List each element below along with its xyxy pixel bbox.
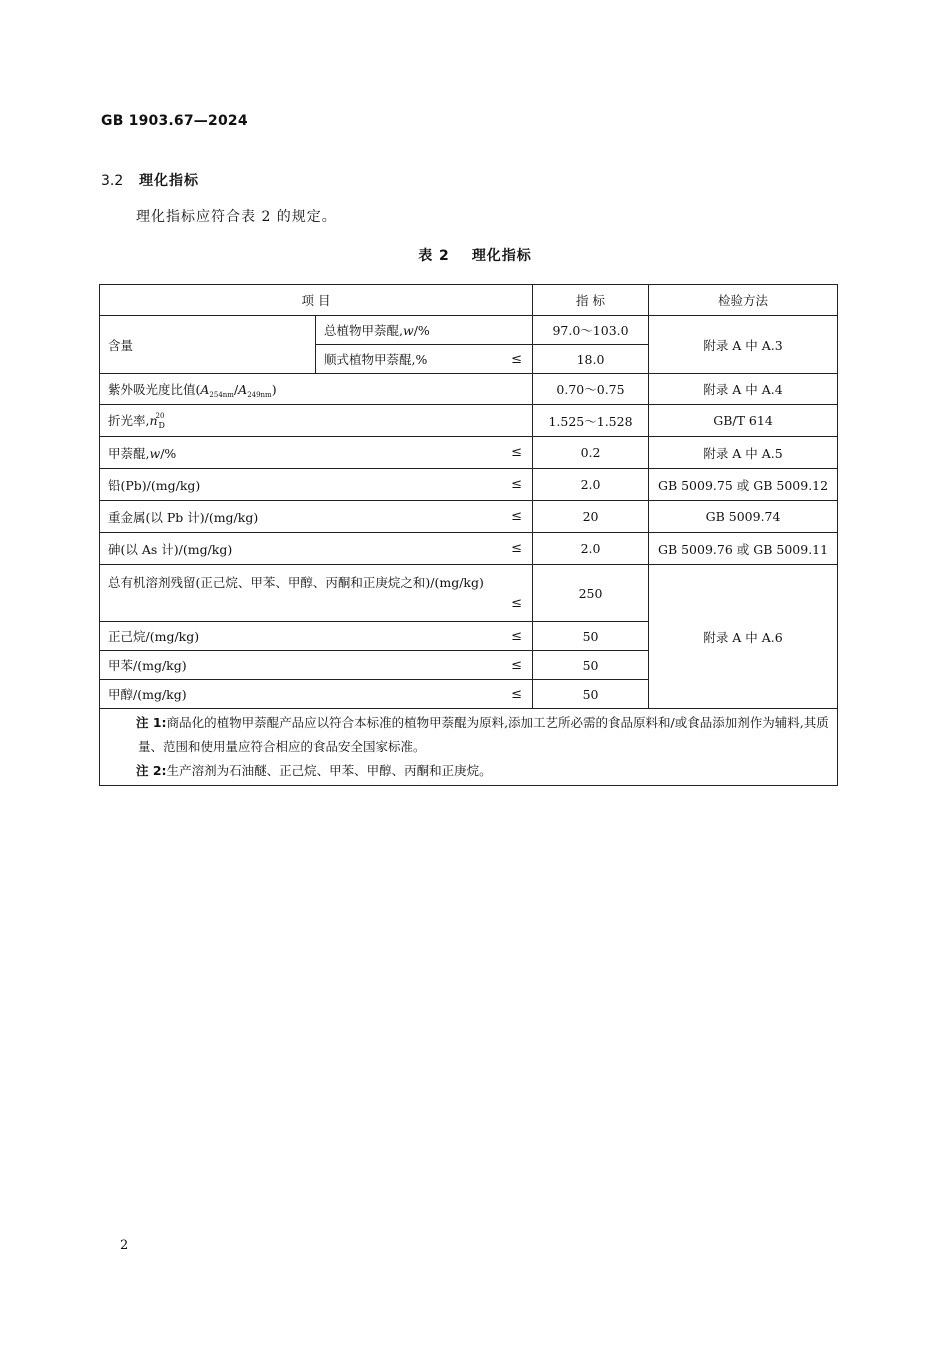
row-label: 顺式植物甲萘醌,% ≤ xyxy=(316,345,533,374)
row-value: 250 xyxy=(533,565,649,622)
table-header-row xyxy=(100,285,838,316)
le-symbol: ≤ xyxy=(511,445,523,460)
row-value: 50 xyxy=(533,651,649,680)
table-row xyxy=(100,533,838,565)
table-caption xyxy=(0,245,950,265)
row-label: 甲苯/(mg/kg) ≤ xyxy=(100,651,533,680)
table-notes-row xyxy=(100,709,838,786)
section-number: 3.2 xyxy=(101,173,124,189)
section-heading xyxy=(101,170,199,190)
header-item: 项 目 xyxy=(100,285,533,316)
row-method: GB 5009.74 xyxy=(649,501,838,533)
row-value: 20 xyxy=(533,501,649,533)
le-symbol: ≤ xyxy=(511,628,523,644)
content-group-label: 含量 xyxy=(100,316,316,374)
le-symbol: ≤ xyxy=(511,509,523,524)
row-label: 折光率$,n^{20}_D$ xyxy=(100,405,533,437)
le-symbol: ≤ xyxy=(511,686,523,702)
row-method: 附录 A 中 A.3 xyxy=(649,316,838,374)
row-label: 总有机溶剂残留(正己烷、甲苯、甲醇、丙酮和正庚烷之和)/(mg/kg) ≤ xyxy=(100,565,533,622)
note-2: 注 2:生产溶剂为石油醚、正己烷、甲苯、甲醇、丙酮和正庚烷。 xyxy=(136,763,492,778)
table-row xyxy=(100,437,838,469)
section-intro: 理化指标应符合表 2 的规定。 xyxy=(136,209,337,225)
table-number: 表 2 xyxy=(418,248,450,264)
row-method: 附录 A 中 A.4 xyxy=(649,374,838,405)
row-label: 甲萘醌,w/% ≤ xyxy=(100,437,533,469)
page-number: 2 xyxy=(120,1238,129,1253)
row-value: 2.0 xyxy=(533,533,649,565)
row-value: 50 xyxy=(533,622,649,651)
header-method: 检验方法 xyxy=(649,285,838,316)
row-label: 砷(以 As 计)/(mg/kg) ≤ xyxy=(100,533,533,565)
row-value: 97.0～103.0 xyxy=(533,316,649,345)
row-value: 50 xyxy=(533,680,649,709)
row-value: 2.0 xyxy=(533,469,649,501)
row-label: 总植物甲萘醌,w/% xyxy=(316,316,533,345)
row-label: 重金属(以 Pb 计)/(mg/kg) ≤ xyxy=(100,501,533,533)
row-value: 0.70～0.75 xyxy=(533,374,649,405)
table-row xyxy=(100,405,838,437)
header-index: 指 标 xyxy=(533,285,649,316)
le-symbol: ≤ xyxy=(511,477,523,492)
row-label: 铅(Pb)/(mg/kg) ≤ xyxy=(100,469,533,501)
le-symbol: ≤ xyxy=(511,595,523,611)
row-value: 0.2 xyxy=(533,437,649,469)
row-method: 附录 A 中 A.5 xyxy=(649,437,838,469)
le-symbol: ≤ xyxy=(511,351,523,367)
table-row xyxy=(100,316,838,345)
spec-table xyxy=(99,284,838,786)
row-label: 紫外吸光度比值$(A_{254nm}/A_{249nm})$ xyxy=(100,374,533,405)
row-method: GB/T 614 xyxy=(649,405,838,437)
row-method: GB 5009.75 或 GB 5009.12 xyxy=(649,469,838,501)
le-symbol: ≤ xyxy=(511,541,523,556)
table-title: 理化指标 xyxy=(471,248,532,264)
standard-code: GB 1903.67—2024 xyxy=(101,113,248,129)
note-1: 注 1:商品化的植物甲萘醌产品应以符合本标准的植物甲萘醌为原料,添加工艺所必需的食品原料和/或食品添加剂作为辅料,其质量、范围和使用量应符合相应的食品安全国家标准。 xyxy=(136,715,829,754)
row-method: GB 5009.76 或 GB 5009.11 xyxy=(649,533,838,565)
table-row xyxy=(100,469,838,501)
le-symbol: ≤ xyxy=(511,657,523,673)
row-value: 18.0 xyxy=(533,345,649,374)
table-row xyxy=(100,374,838,405)
row-method: 附录 A 中 A.6 xyxy=(649,565,838,709)
table-notes xyxy=(100,709,838,786)
row-label: 正己烷/(mg/kg) ≤ xyxy=(100,622,533,651)
row-label: 甲醇/(mg/kg) ≤ xyxy=(100,680,533,709)
row-value: 1.525～1.528 xyxy=(533,405,649,437)
table-row xyxy=(100,565,838,622)
table-row xyxy=(100,501,838,533)
section-title: 理化指标 xyxy=(139,173,199,189)
